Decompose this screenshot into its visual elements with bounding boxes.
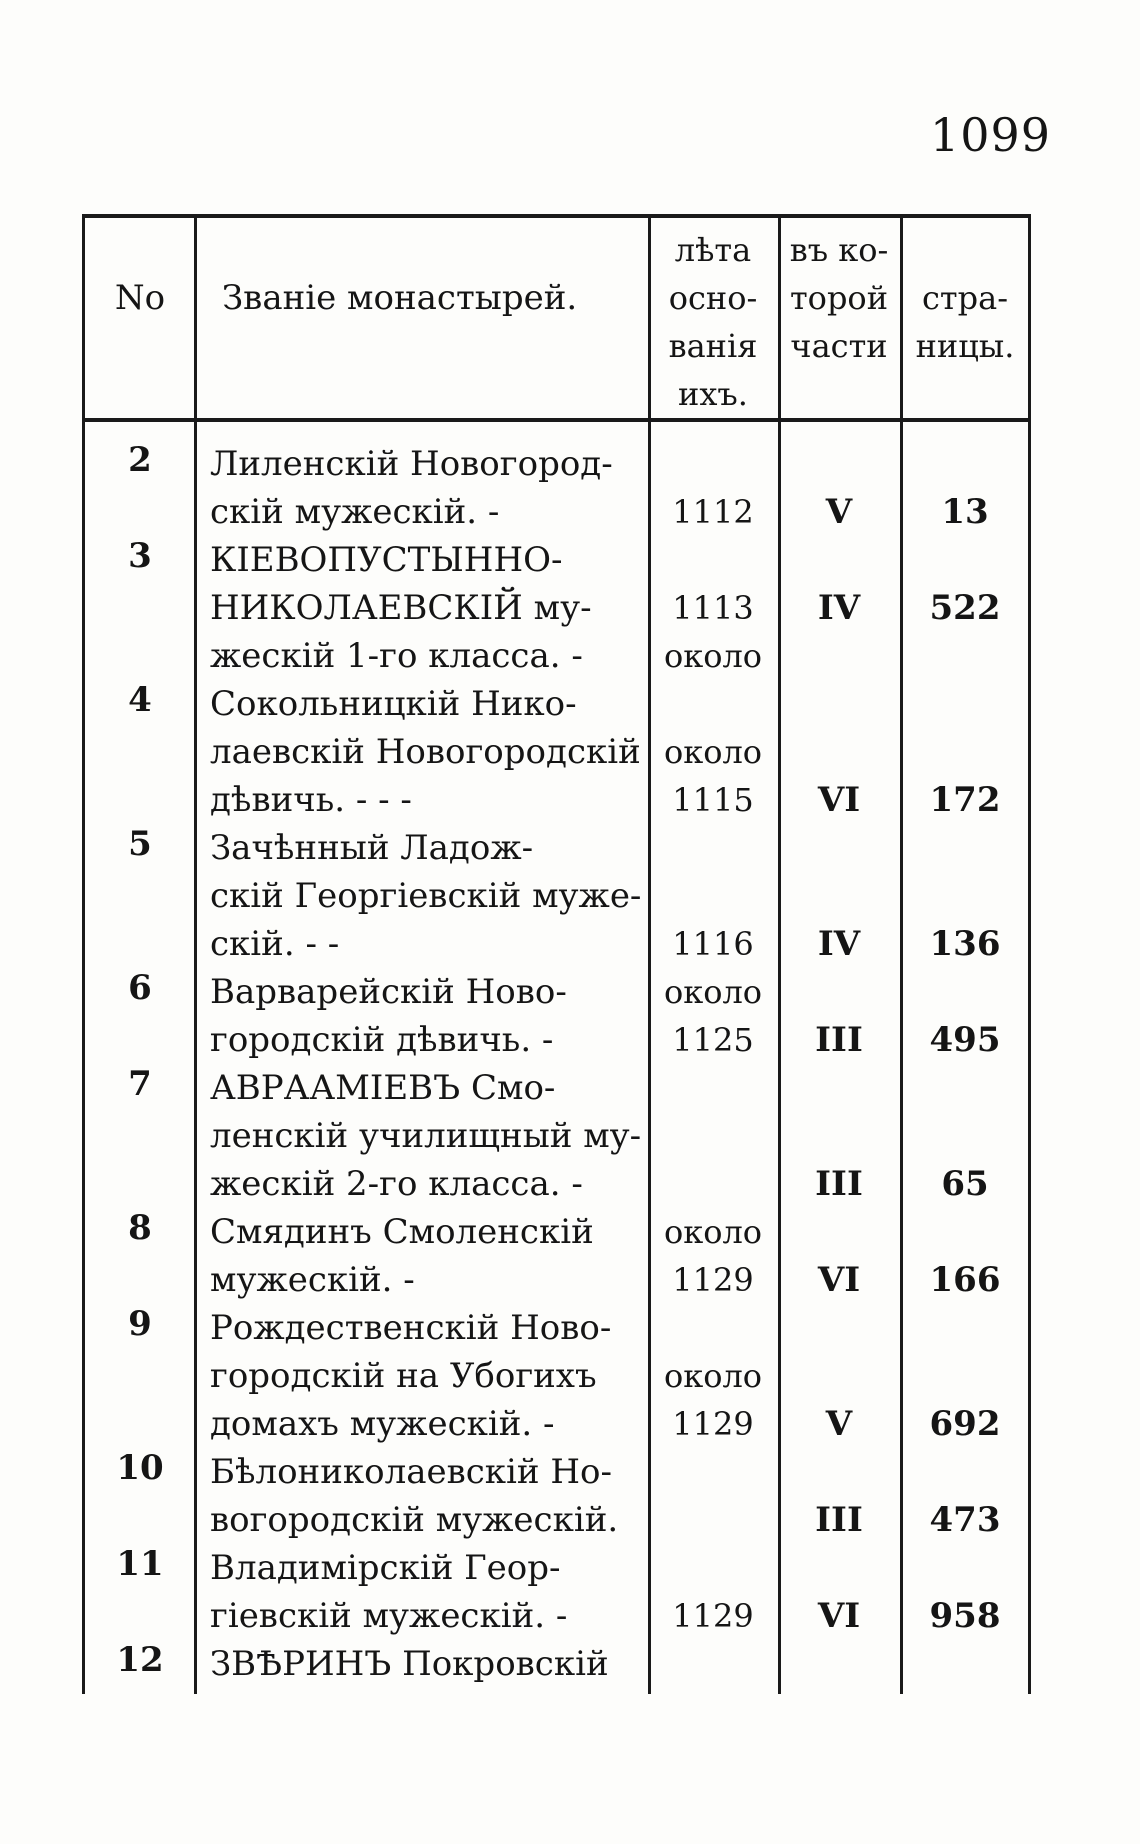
founding-year-line: 1129 [672,1261,754,1299]
monastery-name-line: Зачѣнный Ладож- [210,828,534,868]
header-part-line: торой [789,279,889,317]
page-ref: 958 [929,1596,1001,1636]
founding-year [650,1640,776,1688]
page-ref: 522 [929,588,1001,628]
founding-year [650,440,776,536]
volume-part: III [815,1500,863,1540]
monastery-name-line: Лиленскій Новогород- [210,444,613,484]
header-year-line: ванія [668,327,758,365]
header-name: Званіе монастырей. [222,278,578,318]
row-number: 5 [128,824,152,864]
monastery-name [210,1544,646,1640]
header-page-line: ницы. [915,327,1015,365]
table-row [82,680,1032,824]
table-row [82,1304,1032,1448]
monastery-name [210,1304,646,1448]
monastery-name-line: скій мужескій. - [210,492,500,532]
table-row [82,1640,1032,1688]
monastery-name-line: КІЕВОПУСТЫННО- [210,540,563,580]
table-row [82,1448,1032,1544]
monastery-table [82,214,1032,1694]
table-row [82,1208,1032,1304]
monastery-name [210,1448,646,1544]
founding-year-line [650,1496,776,1544]
founding-year [650,1448,776,1544]
founding-year [650,1208,776,1304]
monastery-name-line: скій Георгіевскій муже- [210,876,642,916]
monastery-name-line: мужескій. - [210,1260,415,1300]
founding-year-line: около [663,637,763,675]
volume-part: VI [817,1596,861,1636]
page-ref: 172 [929,780,1001,820]
monastery-name-line: ленскій училищный му- [210,1116,642,1156]
row-number: 6 [128,968,152,1008]
founding-year-line [650,440,776,488]
table-row [82,824,1032,968]
founding-year-line: 1129 [672,1597,754,1635]
monastery-name [210,1208,646,1304]
volume-part: III [815,1020,863,1060]
founding-year-line [650,1304,776,1352]
founding-year [650,536,776,680]
monastery-name-line: скій. - - [210,924,340,964]
row-number: 11 [116,1544,164,1584]
monastery-name-line: ЗВѢРИНЪ Покровскій [210,1644,609,1684]
founding-year-line [650,872,776,920]
monastery-name-line: дѣвичь. - - - [210,780,412,820]
monastery-name-line: АВРААМІЕВЪ Смо- [210,1068,556,1108]
row-number: 8 [128,1208,152,1248]
monastery-name-line: жескій 1-го класса. - [210,636,583,676]
founding-year-line [650,1064,776,1112]
header-part-line: части [790,327,888,365]
founding-year [650,1304,776,1448]
page-ref: 495 [929,1020,1001,1060]
founding-year-line: около [663,1213,763,1251]
founding-year-line: около [663,973,763,1011]
founding-year-line [650,824,776,872]
volume-part: IV [817,924,861,964]
monastery-name [210,1064,646,1208]
volume-part: V [825,492,853,532]
page-ref: 65 [941,1164,989,1204]
header-page-line: стра- [922,279,1008,317]
page-ref: 136 [929,924,1001,964]
volume-part: VI [817,1260,861,1300]
monastery-name-line: Рождественскій Ново- [210,1308,612,1348]
founding-year-line: 1125 [672,1021,754,1059]
monastery-name-line: Сокольницкій Нико- [210,684,577,724]
monastery-name-line: гіевскій мужескій. - [210,1596,568,1636]
volume-part: IV [817,588,861,628]
row-number: 7 [128,1064,152,1104]
header-year [650,226,776,418]
header-year-line: ихъ. [678,375,748,413]
founding-year-line: 1113 [672,589,754,627]
founding-year-line [650,680,776,728]
table-row [82,1064,1032,1208]
founding-year [650,1544,776,1640]
founding-year-line: 1115 [672,781,754,819]
page-number: 1099 [930,108,1052,162]
header-no: No [114,278,166,318]
founding-year [650,1064,776,1208]
founding-year-line: 1116 [672,925,754,963]
monastery-name-line: вогородскій мужескій. [210,1500,619,1540]
header-part [780,226,898,370]
monastery-name-line: Варварейскій Ново- [210,972,567,1012]
monastery-name [210,968,646,1064]
monastery-name [210,440,646,536]
row-number: 4 [128,680,152,720]
header-bottom-rule [82,418,1030,422]
monastery-name [210,1640,646,1688]
monastery-name-line: Смядинъ Смоленскій [210,1212,594,1252]
volume-part: VI [817,780,861,820]
founding-year-line [650,1448,776,1496]
monastery-name-line: Владимірскій Геор- [210,1548,561,1588]
monastery-name [210,824,646,968]
row-number: 9 [128,1304,152,1344]
founding-year-line: 1129 [672,1405,754,1443]
founding-year-line [650,536,776,584]
monastery-name-line: жескій 2-го класса. - [210,1164,583,1204]
page-ref: 166 [929,1260,1001,1300]
monastery-name-line: лаевскій Новогородскій [210,732,641,772]
monastery-name [210,536,646,680]
monastery-name-line: НИКОЛАЕВСКІЙ му- [210,588,592,628]
founding-year [650,968,776,1064]
header-year-line: лѣта [674,231,752,269]
founding-year-line [650,1112,776,1160]
founding-year-line [650,1640,776,1688]
header-year-line: осно- [668,279,758,317]
founding-year-line: около [663,1357,763,1395]
header-part-line: въ ко- [789,231,889,269]
monastery-name [210,680,646,824]
founding-year-line: около [663,733,763,771]
monastery-name-line: домахъ мужескій. - [210,1404,555,1444]
header-page [902,274,1028,370]
page-ref: 692 [929,1404,1001,1444]
table-row [82,1544,1032,1640]
founding-year-line: 1112 [672,493,754,531]
founding-year-line [650,1544,776,1592]
table-row [82,968,1032,1064]
monastery-name-line: городскій дѣвичь. - [210,1020,554,1060]
page-ref: 13 [941,492,989,532]
founding-year [650,824,776,968]
row-number: 2 [128,440,152,480]
volume-part: V [825,1404,853,1444]
monastery-name-line: Бѣлониколаевскій Но- [210,1452,612,1492]
row-number: 10 [116,1448,164,1488]
row-number: 12 [116,1640,164,1680]
monastery-name-line: городскій на Убогихъ [210,1356,597,1396]
founding-year [650,680,776,824]
volume-part: III [815,1164,863,1204]
table-row [82,440,1032,536]
founding-year-line [650,1160,776,1208]
row-number: 3 [128,536,152,576]
page-ref: 473 [929,1500,1001,1540]
table-top-rule [82,214,1030,218]
table-row [82,536,1032,680]
